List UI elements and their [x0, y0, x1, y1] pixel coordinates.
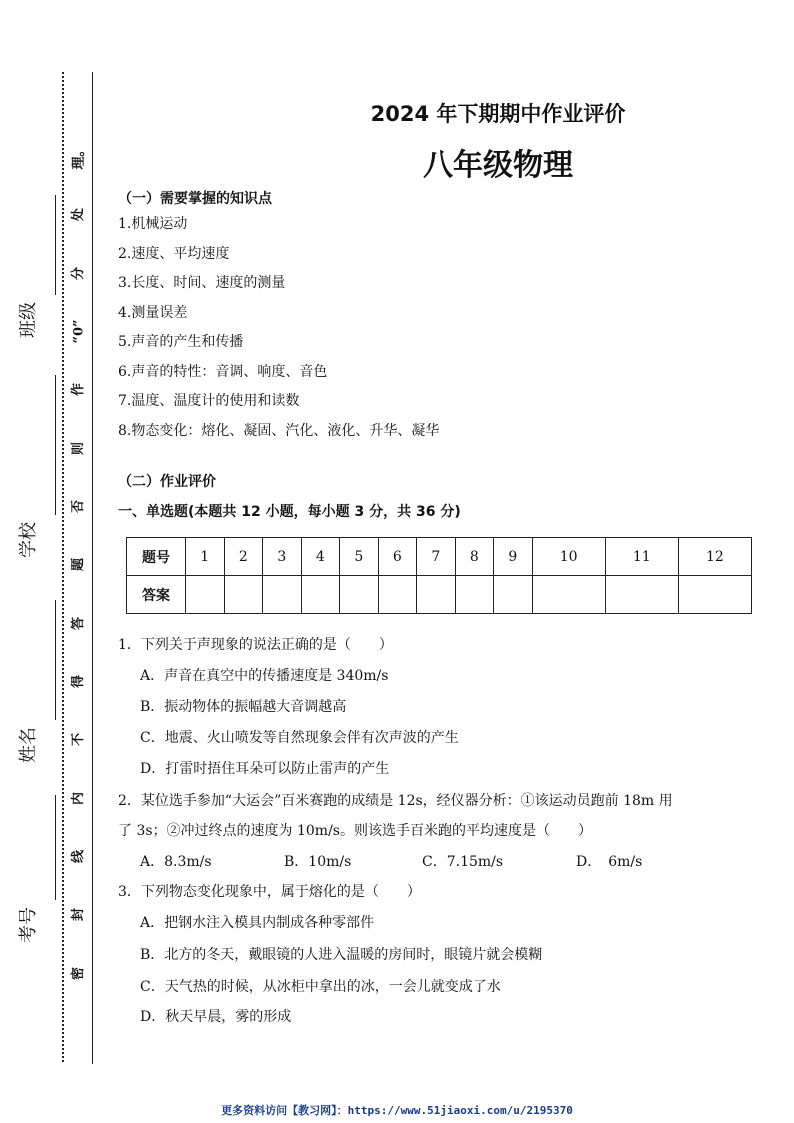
- table-header-answer: 答案: [127, 576, 186, 614]
- knowledge-heading: （一）需要掌握的知识点: [118, 191, 272, 207]
- answer-cell[interactable]: [224, 576, 263, 614]
- knowledge-item: 6.声音的特性：音调、响度、音色: [118, 363, 328, 380]
- table-row-numbers: [127, 538, 752, 576]
- school-label: 学校: [18, 522, 39, 558]
- question-1-option-a: A．声音在真空中的传播速度是 340m/s: [140, 668, 389, 684]
- seal-char: 理。: [71, 143, 87, 170]
- question-3-stem: 3．下列物态变化现象中，属于熔化的是（ ）: [118, 884, 421, 900]
- footer-link[interactable]: 更多资料访问【教习网】：https://www.51jiaoxi.com/u/2195370: [221, 1104, 573, 1117]
- seal-char: 得: [71, 675, 87, 689]
- answer-cell[interactable]: [378, 576, 417, 614]
- question-1-option-d: D．打雷时捂住耳朵可以防止雷声的产生: [140, 761, 390, 777]
- answer-table: [126, 537, 752, 614]
- seal-char: 则: [71, 441, 87, 455]
- question-1-stem: 1．下列关于声现象的说法正确的是（ ）: [118, 637, 393, 653]
- answer-cell[interactable]: [186, 576, 225, 614]
- table-cell-number: 6: [378, 538, 417, 576]
- knowledge-item: 2.速度、平均速度: [118, 245, 230, 262]
- seal-char: 内: [71, 791, 87, 805]
- seal-char: 封: [71, 908, 87, 922]
- seal-char: 题: [71, 558, 87, 572]
- knowledge-item: 4.测量误差: [118, 304, 188, 321]
- knowledge-item: 5.声音的产生和传播: [118, 334, 244, 350]
- page-title: 2024 年下期期中作业评价: [370, 102, 626, 126]
- table-cell-number: 2: [224, 538, 263, 576]
- knowledge-item: 3.长度、时间、速度的测量: [118, 275, 286, 291]
- answer-cell[interactable]: [532, 576, 605, 614]
- table-header-number: 题号: [127, 538, 186, 576]
- question-2-option-c: C．7.15m/s: [422, 854, 504, 870]
- answer-cell[interactable]: [455, 576, 494, 614]
- table-cell-number: 1: [186, 538, 225, 576]
- seal-char: “0”: [71, 319, 87, 344]
- seal-char: 答: [71, 616, 87, 630]
- table-cell-number: 11: [605, 538, 678, 576]
- question-1-option-b: B．振动物体的振幅越大音调越高: [140, 699, 347, 715]
- single-choice-heading: 一、单选题(本题共 12 小题，每小题 3 分，共 36 分): [118, 504, 461, 520]
- seal-char: 不: [71, 733, 87, 747]
- table-cell-number: 7: [417, 538, 456, 576]
- seal-char: 分: [71, 266, 87, 280]
- question-3-option-a: A．把钢水注入模具内制成各种零部件: [140, 915, 375, 931]
- seal-char: 线: [71, 850, 87, 864]
- answer-cell[interactable]: [263, 576, 302, 614]
- answer-cell[interactable]: [678, 576, 751, 614]
- name-label: 姓名: [18, 727, 39, 763]
- margin-border-line: [92, 72, 93, 1064]
- question-2-option-a: A．8.3m/s: [140, 854, 212, 870]
- question-2-option-d: D． 6m/s: [576, 854, 643, 870]
- table-cell-number: 5: [340, 538, 379, 576]
- table-cell-number: 9: [494, 538, 533, 576]
- answer-cell[interactable]: [494, 576, 533, 614]
- answer-cell[interactable]: [340, 576, 379, 614]
- subject-title: 八年级物理: [423, 148, 573, 183]
- table-cell-number: 12: [678, 538, 751, 576]
- table-cell-number: 4: [301, 538, 340, 576]
- name-blank[interactable]: [55, 600, 56, 720]
- question-2-option-b: B．10m/s: [284, 854, 352, 870]
- seal-warning-text: [66, 143, 92, 980]
- question-3-option-b: B．北方的冬天，戴眼镜的人进入温暖的房间时，眼镜片就会模糊: [140, 947, 543, 963]
- class-blank[interactable]: [55, 195, 56, 295]
- question-2-stem-line2: 了 3s；②冲过终点的速度为 10m/s。则该选手百米跑的平均速度是（ ）: [118, 823, 592, 839]
- seal-char: 处: [71, 208, 87, 222]
- table-row-answers: [127, 576, 752, 614]
- answer-cell[interactable]: [417, 576, 456, 614]
- question-3-option-c: C．天气热的时候，从冰柜中拿出的冰，一会儿就变成了水: [140, 979, 501, 995]
- knowledge-list: [118, 210, 439, 446]
- knowledge-item: 7.温度、温度计的使用和读数: [118, 393, 300, 409]
- school-blank[interactable]: [55, 375, 56, 515]
- seal-char: 否: [71, 500, 87, 514]
- table-cell-number: 3: [263, 538, 302, 576]
- class-label: 班级: [18, 302, 39, 338]
- exam-no-blank[interactable]: [55, 795, 56, 900]
- knowledge-item: 1.机械运动: [118, 216, 188, 232]
- table-cell-number: 10: [532, 538, 605, 576]
- table-cell-number: 8: [455, 538, 494, 576]
- seal-char: 作: [71, 383, 87, 397]
- evaluation-heading: （二）作业评价: [118, 474, 216, 490]
- answer-cell[interactable]: [605, 576, 678, 614]
- question-3-option-d: D．秋天早晨，雾的形成: [140, 1009, 292, 1025]
- seal-char: 密: [71, 966, 87, 980]
- question-2-stem-line1: 2．某位选手参加“大运会”百米赛跑的成绩是 12s，经仪器分析：①该运动员跑前 18m 用: [118, 793, 673, 809]
- question-1-option-c: C．地震、火山喷发等自然现象会伴有次声波的产生: [140, 730, 459, 746]
- knowledge-item: 8.物态变化：熔化、凝固、汽化、液化、升华、凝华: [118, 422, 440, 439]
- seal-dotted-line: [62, 72, 64, 1062]
- answer-cell[interactable]: [301, 576, 340, 614]
- exam-no-label: 考号: [18, 907, 39, 943]
